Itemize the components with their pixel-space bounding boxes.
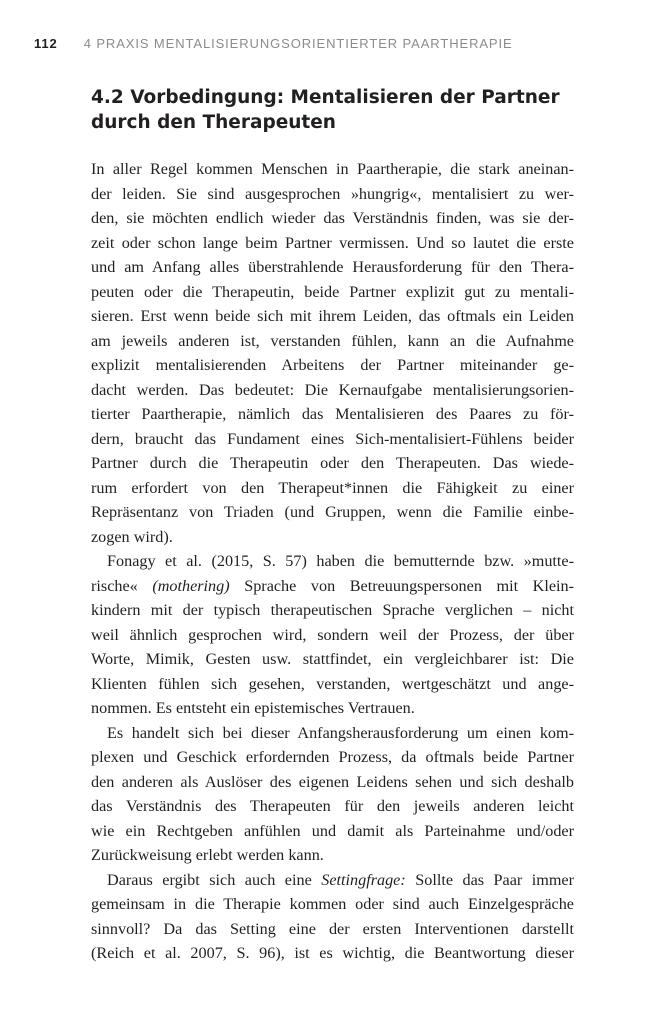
text-line: peuten oder die Therapeutin, beide Partner explizit gut zu mentali- — [91, 282, 574, 301]
italic-term: (mothering) — [152, 576, 230, 595]
text-line: zogen wird). — [91, 527, 173, 546]
text-line: Partner durch die Therapeutin oder den Therapeuten. Das wiede- — [91, 454, 574, 472]
paragraph — [91, 721, 574, 868]
text-line: sieren. Erst wenn beide sich mit ihrem Leiden, das oftmals ein Leiden — [91, 307, 574, 325]
paragraph — [91, 157, 574, 549]
text-line: weil ähnlich gesprochen wird, sondern weil der Prozess, der über — [91, 625, 574, 644]
text-line: kindern mit der typisch therapeutischen Sprache verglichen – nicht — [91, 601, 574, 619]
text-line: am jeweils anderen ist, verstanden fühlen, kann an die Aufnahme — [91, 331, 574, 350]
text-line: In aller Regel kommen Menschen in Paartherapie, die stark aneinan- — [91, 160, 574, 178]
text-line: den anderen als Auslöser des eigenen Leidens sehen und sich deshalb — [91, 772, 574, 791]
page-number: 112 — [34, 36, 58, 51]
text-line: Es handelt sich bei dieser Anfangsherausforderung um einen kom- — [107, 723, 574, 742]
text-line: Klienten fühlen sich gesehen, verstanden, wertgeschätzt und ange- — [91, 674, 574, 693]
text-line: tierter Paartherapie, nämlich das Mentalisieren des Paares zu för- — [91, 405, 574, 423]
body-text — [91, 157, 574, 966]
paragraph — [91, 549, 574, 721]
text-line: plexen und Geschick erfordernden Prozess, da oftmals beide Partner — [91, 748, 574, 766]
text-line: der leiden. Sie sind ausgesprochen »hungrig«, mentalisiert zu wer- — [91, 184, 574, 203]
text-line: dacht werden. Das bedeutet: Die Kernaufgabe mentalisierungsorien- — [91, 380, 574, 399]
text-line: rum erfordert von den Therapeut*innen die Fähigkeit zu einer — [91, 478, 574, 497]
text-line: rische« (mothering) Sprache von Betreuungspersonen mit Klein- — [91, 576, 574, 595]
text-line: sinnvoll? Da das Setting eine der ersten Interventionen darstellt — [91, 919, 574, 938]
text-line: Zurückweisung erlebt werden kann. — [91, 846, 324, 864]
text-line: zeit oder schon lange beim Partner vermissen. Und so lautet die erste — [91, 233, 574, 252]
text-line: den, sie möchten endlich wieder das Verständnis finden, was sie der- — [91, 209, 574, 227]
running-head-title: 4 PRAXIS MENTALISIERUNGSORIENTIERTER PAARTHERAPIE — [83, 36, 513, 51]
text-line: Fonagy et al. (2015, S. 57) haben die bemutternde bzw. »mutte- — [107, 552, 574, 570]
text-line: Repräsentanz von Triaden (und Gruppen, wenn die Familie einbe- — [91, 503, 574, 521]
text-line: gemeinsam in die Therapie kommen oder sind auch Einzelgespräche — [91, 895, 574, 913]
section-heading-line: durch den Therapeuten — [91, 112, 336, 133]
italic-term: Settingfrage: — [321, 870, 406, 889]
text-line: Worte, Mimik, Gesten usw. stattfindet, ein vergleichbarer ist: Die — [91, 650, 574, 668]
text-line: und am Anfang alles überstrahlende Herausforderung für den Thera- — [91, 258, 574, 276]
text-line: explizit mentalisierenden Arbeitens der Partner miteinander ge- — [91, 356, 574, 374]
text-line: nommen. Es entsteht ein epistemisches Vertrauen. — [91, 699, 415, 717]
text-line: Daraus ergibt sich auch eine Settingfrage: Sollte das Paar immer — [107, 870, 574, 889]
running-head — [34, 36, 610, 51]
section-heading-line: 4.2 Vorbedingung: Mentalisieren der Partner — [91, 87, 560, 108]
text-line: das Verständnis des Therapeuten für den jeweils anderen leicht — [91, 797, 574, 815]
paragraph — [91, 868, 574, 966]
text-line: dern, braucht das Fundament eines Sich-mentalisiert-Fühlens beider — [91, 429, 574, 448]
section-heading — [91, 85, 591, 135]
text-line: wie ein Rechtgeben anfühlen und damit als Parteinahme und/oder — [91, 821, 574, 840]
text-line: (Reich et al. 2007, S. 96), ist es wichtig, die Beantwortung dieser — [91, 944, 574, 962]
